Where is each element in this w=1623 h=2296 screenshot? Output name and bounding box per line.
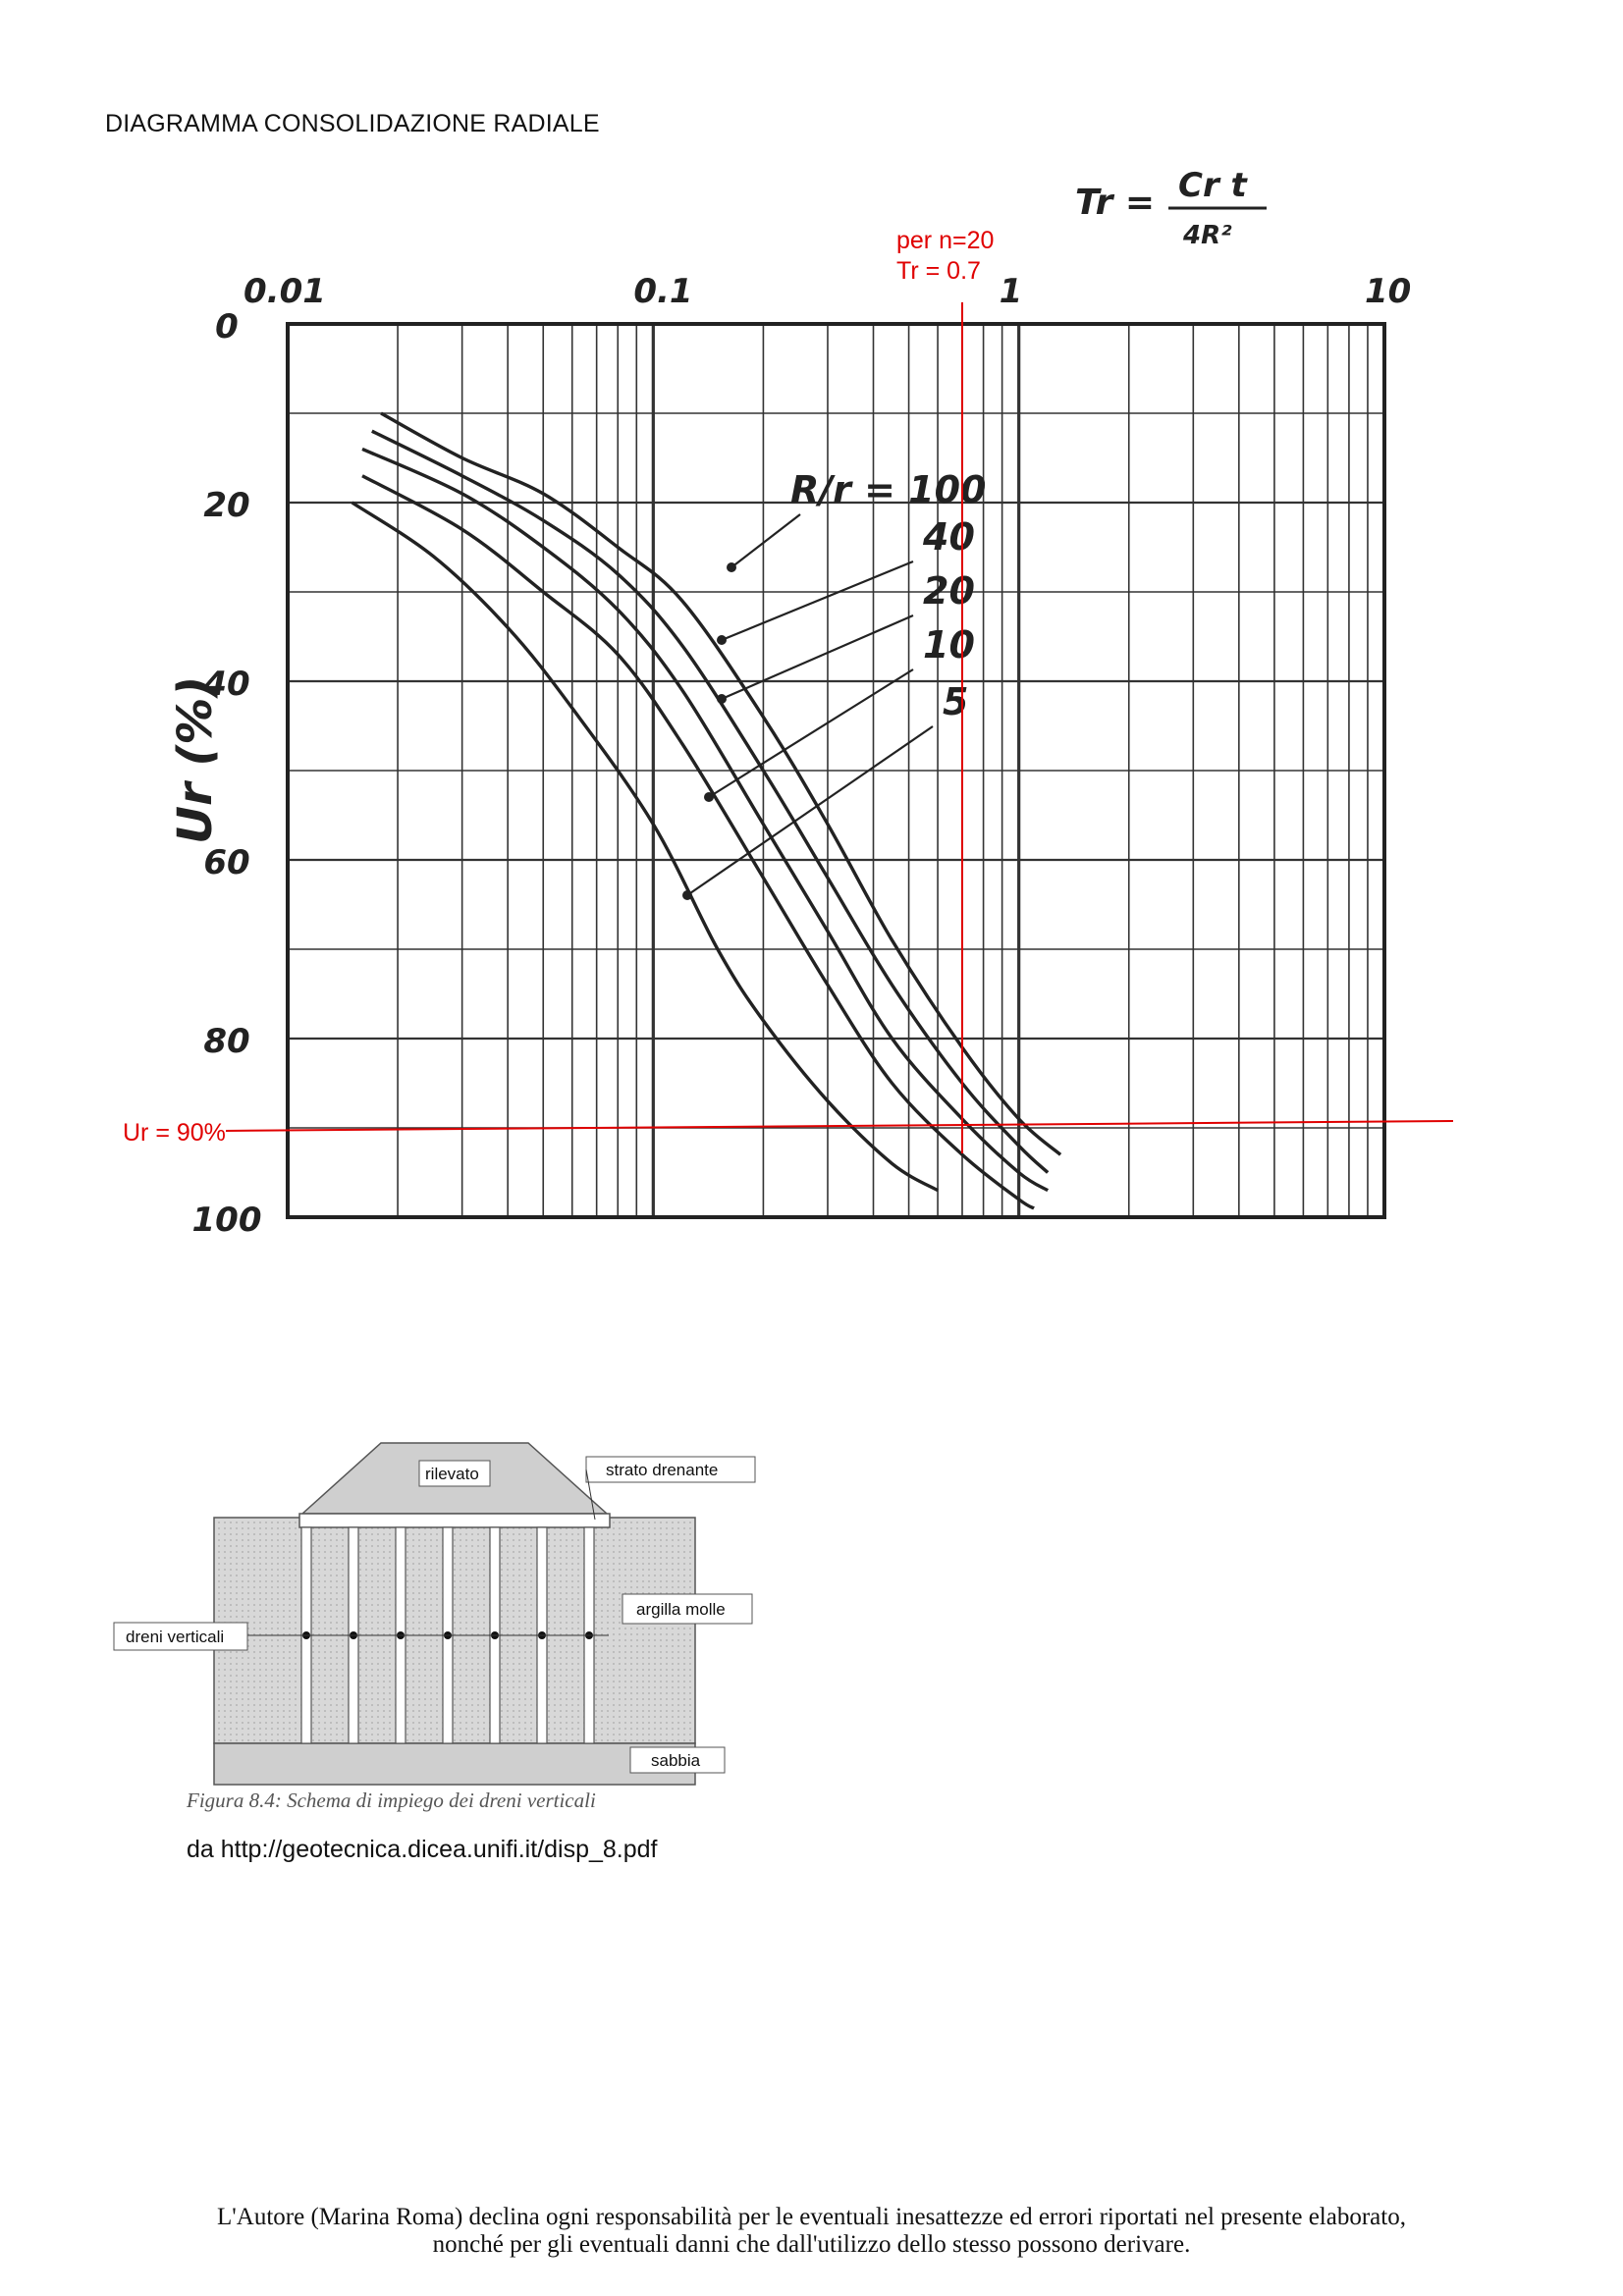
legend-arrowhead-1: [717, 635, 727, 645]
formula-numerator: Cr t: [1178, 166, 1247, 205]
x-tick-label: 0.01: [243, 272, 326, 311]
formula-denominator: 4R²: [1183, 221, 1232, 250]
drainage-layer: [299, 1514, 610, 1527]
annotation-tr-value: Tr = 0.7: [896, 257, 981, 285]
curve-r-5: [352, 503, 939, 1191]
legend-arrowhead-2: [717, 694, 727, 704]
legend-label-2: 20: [923, 569, 975, 613]
clay-layer: [214, 1518, 695, 1743]
legend-leader-0: [731, 514, 800, 567]
axis-ticks: [192, 272, 1412, 1240]
annotation-horizontal-line: [226, 1121, 1453, 1131]
annotation-per-n: per n=20: [896, 227, 995, 254]
y-tick-label: 60: [203, 843, 250, 882]
disclaimer-line-2: nonché per gli eventuali danni che dall'utilizzo dello stesso possono derivare.: [432, 2231, 1191, 2258]
legend-label-3: 10: [923, 623, 975, 667]
legend-label-1: 40: [923, 515, 975, 559]
sand-layer: [214, 1743, 695, 1785]
formula-lhs: Tr =: [1075, 183, 1156, 223]
disclaimer-line-1: L'Autore (Marina Roma) declina ogni responsabilità per le eventuali inesattezze ed errori riportati nel presente elaborato,: [217, 2204, 1406, 2230]
source-note: da http://geotecnica.dicea.unifi.it/disp_8.pdf: [187, 1836, 658, 1863]
y-tick-label: 100: [191, 1201, 262, 1240]
legend-label-0: R/r = 100: [790, 468, 987, 511]
legend-label-4: 5: [943, 680, 969, 723]
rilevato-label: rilevato: [425, 1465, 479, 1483]
annotations: [123, 227, 1453, 1153]
y-axis-label: Ur (%): [168, 675, 223, 844]
annotation-ur-value: Ur = 90%: [123, 1119, 226, 1147]
y-tick-label: 40: [203, 665, 250, 704]
sabbia-label: sabbia: [651, 1751, 701, 1770]
argilla-molle-label: argilla molle: [636, 1600, 726, 1619]
vertical-drains-scheme: [98, 1414, 785, 1787]
x-tick-label: 0.1: [633, 272, 693, 311]
page-title: DIAGRAMMA CONSOLIDAZIONE RADIALE: [105, 110, 600, 137]
legend-arrowhead-0: [727, 562, 736, 572]
y-tick-label: 20: [203, 486, 250, 525]
curve-r-20: [362, 449, 1048, 1190]
formula: [1075, 166, 1267, 250]
y-tick-label: 80: [203, 1022, 250, 1061]
disclaimer: [98, 2204, 1525, 2259]
x-tick-label: 1: [999, 272, 1023, 311]
x-tick-label: 10: [1365, 272, 1412, 311]
strato-drenante-label: strato drenante: [606, 1461, 719, 1479]
figure-caption: Figura 8.4: Schema di impiego dei dreni verticali: [187, 1789, 596, 1812]
grid-lines: [288, 324, 1384, 1217]
dreni-verticali-label: dreni verticali: [126, 1628, 225, 1646]
legend-arrowhead-3: [704, 792, 714, 802]
y-tick-label: 0: [215, 307, 239, 347]
legend-arrowhead-4: [682, 890, 692, 900]
